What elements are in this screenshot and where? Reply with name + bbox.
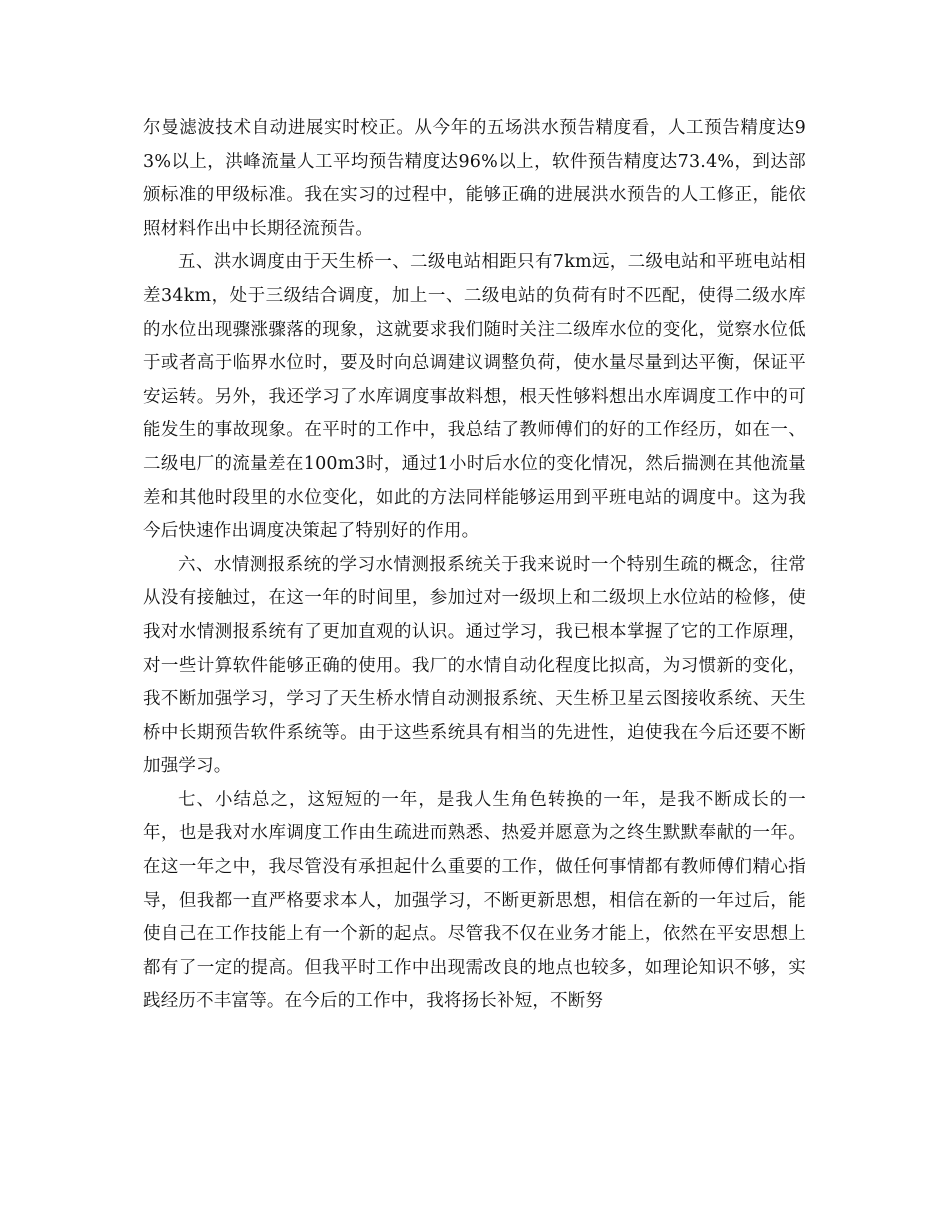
document-body <box>143 112 806 1019</box>
paragraph-hydro-telemetry: 六、水情测报系统的学习水情测报系统关于我来说时一个特别生疏的概念，往常从没有接触过，在这一年的时间里，参加过对一级坝上和二级坝上水位站的检修，使我对水情测报系统有了更加直观的认识。通过学习，我已根本掌握了它的工作原理，对一些计算软件能够正确的使用。我厂的水情自动化程度比拟高，为习惯新的变化，我不断加强学习，学习了天生桥水情自动测报系统、天生桥卫星云图接收系统、天生桥中长期预告软件系统等。由于这些系统具有相当的先进性，迫使我在今后还要不断加强学习。 <box>143 554 806 777</box>
paragraph-flood-dispatch: 五、洪水调度由于天生桥一、二级电站相距只有7km远，二级电站和平班电站相差34km，处于三级结合调度，加上一、二级电站的负荷有时不匹配，使得二级水库的水位出现骤涨骤落的现象，这就要求我们随时关注二级库水位的变化，觉察水位低于或者高于临界水位时，要及时向总调建议调整负荷，使水量尽量到达平衡，保证平安运转。另外，我还学习了水库调度事故料想，根天性够料想出水库调度工作中的可能发生的事故现象。在平时的工作中，我总结了教师傅们的好的工作经历，如在一、二级电厂的流量差在100m3时，通过1小时后水位的变化情况，然后揣测在其他流量差和其他时段里的水位变化，如此的方法同样能够运用到平班电站的调度中。这为我今后快速作出调度决策起了特别好的作用。 <box>143 252 806 542</box>
paragraph-summary: 七、小结总之，这短短的一年，是我人生角色转换的一年，是我不断成长的一年，也是我对水库调度工作由生疏进而熟悉、热爱并愿意为之终生默默奉献的一年。在这一年之中，我尽管没有承担起什么重要的工作，做任何事情都有教师傅们精心指导，但我都一直严格要求本人，加强学习，不断更新思想，相信在新的一年过后，能使自己在工作技能上有一个新的起点。尽管我不仅在业务才能上，依然在平安思想上都有了一定的提高。但我平时工作中出现需改良的地点也较多，如理论知识不够，实践经历不丰富等。在今后的工作中，我将扬长补短，不断努 <box>143 789 806 1012</box>
paragraph-continued: 尔曼滤波技术自动进展实时校正。从今年的五场洪水预告精度看，人工预告精度达93%以上，洪峰流量人工平均预告精度达96%以上，软件预告精度达73.4%，到达部颁标准的甲级标准。我在实习的过程中，能够正确的进展洪水预告的人工修正，能依照材料作出中长期径流预告。 <box>143 118 806 239</box>
